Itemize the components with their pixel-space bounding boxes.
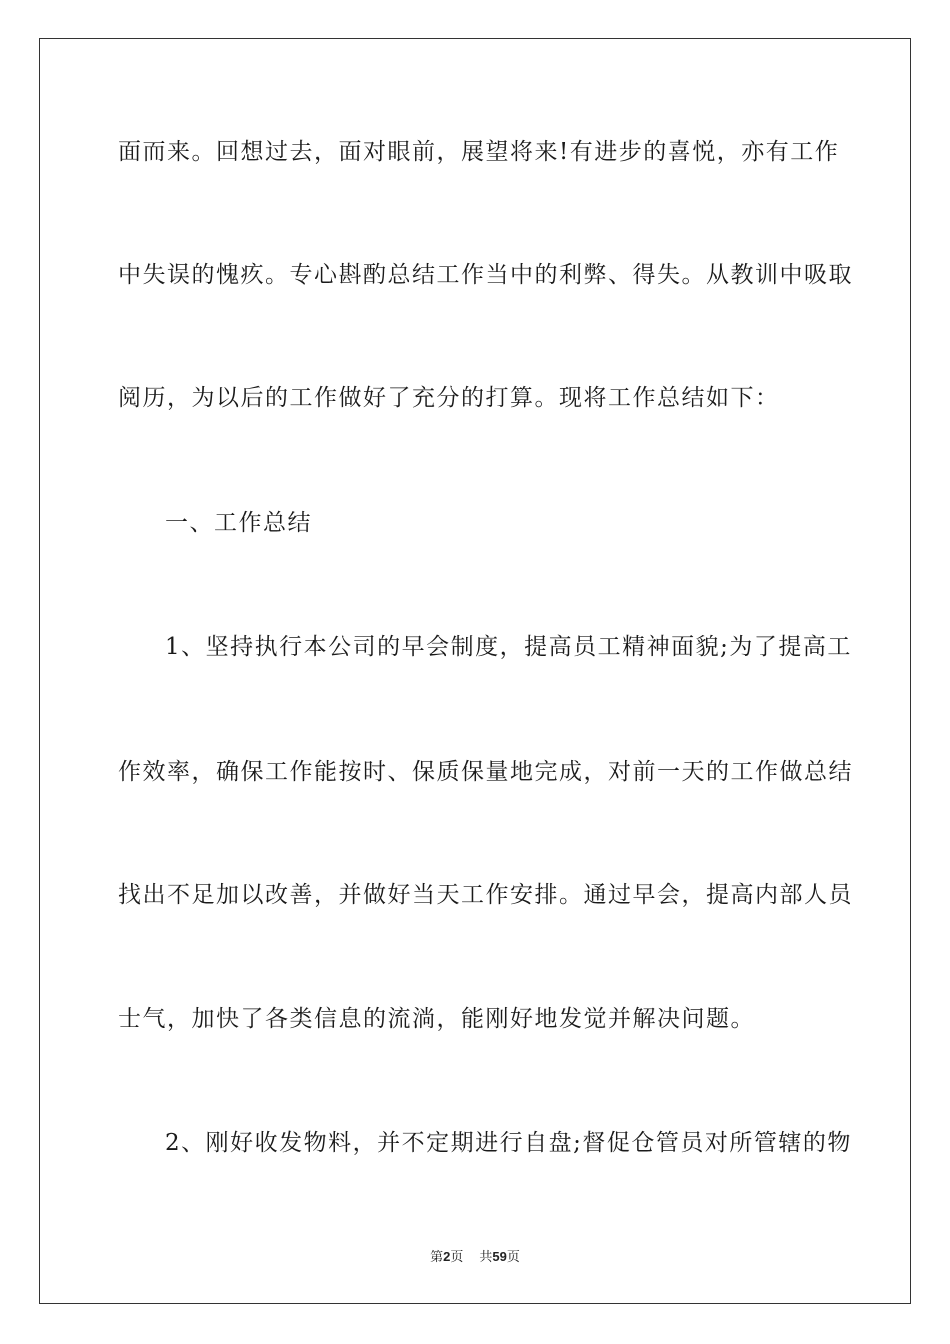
paragraph-line-7: 找出不足加以改善，并做好当天工作安排。通过早会，提高内部人员 bbox=[118, 882, 853, 908]
paragraph-line-6: 作效率，确保工作能按时、保质保量地完成，对前一天的工作做总结 bbox=[118, 759, 853, 785]
section-heading: 一、工作总结 bbox=[165, 510, 312, 536]
footer-total-suffix: 页 bbox=[506, 1250, 520, 1265]
paragraph-line-8: 士气，加快了各类信息的流淌，能刚好地发觉并解决问题。 bbox=[118, 1006, 755, 1032]
footer-page-prefix: 第 bbox=[430, 1250, 444, 1265]
footer-total-pages: 59 bbox=[492, 1249, 507, 1264]
footer-page-number: 2 bbox=[443, 1249, 451, 1264]
page-border bbox=[39, 38, 911, 1304]
page-footer bbox=[0, 1248, 950, 1267]
paragraph-line-5: 1、坚持执行本公司的早会制度，提高员工精神面貌;为了提高工 bbox=[165, 634, 852, 660]
paragraph-line-2: 中失误的愧疚。专心斟酌总结工作当中的利弊、得失。从教训中吸取 bbox=[118, 262, 853, 288]
paragraph-line-3: 阅历，为以后的工作做好了充分的打算。现将工作总结如下： bbox=[118, 385, 780, 411]
footer-page-suffix: 页 bbox=[450, 1250, 464, 1265]
paragraph-line-1: 面而来。回想过去，面对眼前，展望将来!有进步的喜悦，亦有工作 bbox=[118, 139, 840, 165]
paragraph-line-9: 2、刚好收发物料，并不定期进行自盘;督促仓管员对所管辖的物 bbox=[165, 1130, 852, 1156]
footer-total-prefix: 共 bbox=[479, 1250, 493, 1265]
